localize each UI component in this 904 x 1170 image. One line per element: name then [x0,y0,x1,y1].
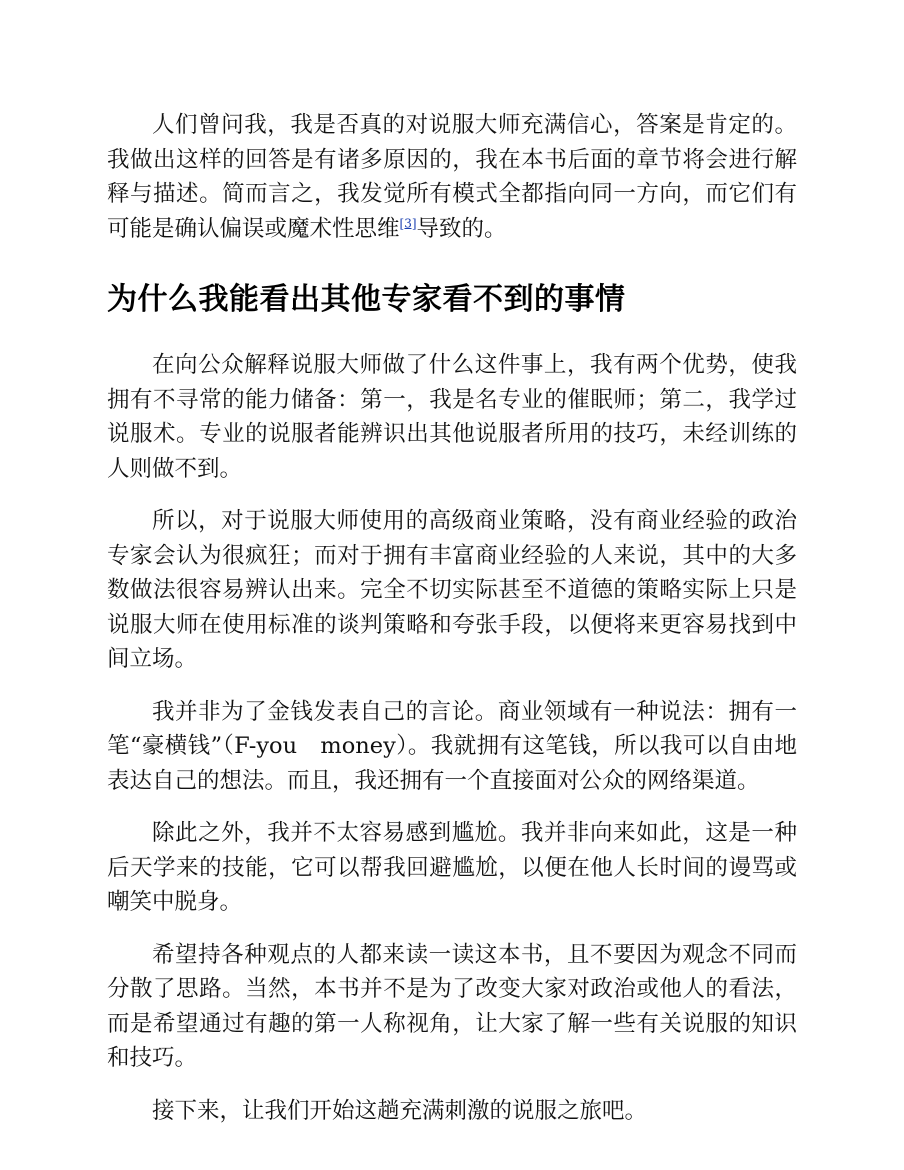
body-paragraph: 除此之外，我并不太容易感到尴尬。我并非向来如此，这是一种后天学来的技能，它可以帮我回避尴尬，以便在他人长时间的谩骂或嘲笑中脱身。 [107,820,797,915]
body-paragraph: 所以，对于说服大师使用的高级商业策略，没有商业经验的政治专家会认为很疯狂；而对于拥有丰富商业经验的人来说，其中的大多数做法很容易辨认出来。完全不切实际甚至不道德的策略实际上只是说服大师在使用标准的谈判策略和夸张手段，以便将来更容易找到中间立场。 [107,508,797,672]
body-paragraph: 在向公众解释说服大师做了什么这件事上，我有两个优势，使我拥有不寻常的能力储备：第一，我是名专业的催眠师；第二，我学过说服术。专业的说服者能辨识出其他说服者所用的技巧，未经训练的人则做不到。 [107,352,797,482]
body-paragraph: 我并非为了金钱发表自己的言论。商业领域有一种说法：拥有一笔“豪横钱”（F-you money）。我就拥有这笔钱，所以我可以自由地表达自己的想法。而且，我还拥有一个直接面对公众的网络渠道。 [107,698,797,794]
body-paragraph: 希望持各种观点的人都来读一读这本书，且不要因为观念不同而分散了思路。当然，本书并不是为了改变大家对政治或他人的看法，而是希望通过有趣的第一人称视角，让大家了解一些有关说服的知识和技巧。 [107,941,797,1071]
footnote-link[interactable]: [3] [399,216,417,230]
intro-paragraph [107,108,797,246]
intro-text-end: 导致的。 [416,215,507,242]
body-paragraph: 接下来，让我们开始这趟充满刺激的说服之旅吧。 [152,1097,648,1124]
page-content [107,108,797,1128]
intro-text: 人们曾问我，我是否真的对说服大师充满信心，答案是肯定的。我做出这样的回答是有诸多原因的，我在本书后面的章节将会进行解释与描述。简而言之，我发觉所有模式全都指向同一方向，而它们有可能是确认偏误或魔术性思维 [107,112,797,242]
section-heading: 为什么我能看出其他专家看不到的事情 [107,282,626,317]
